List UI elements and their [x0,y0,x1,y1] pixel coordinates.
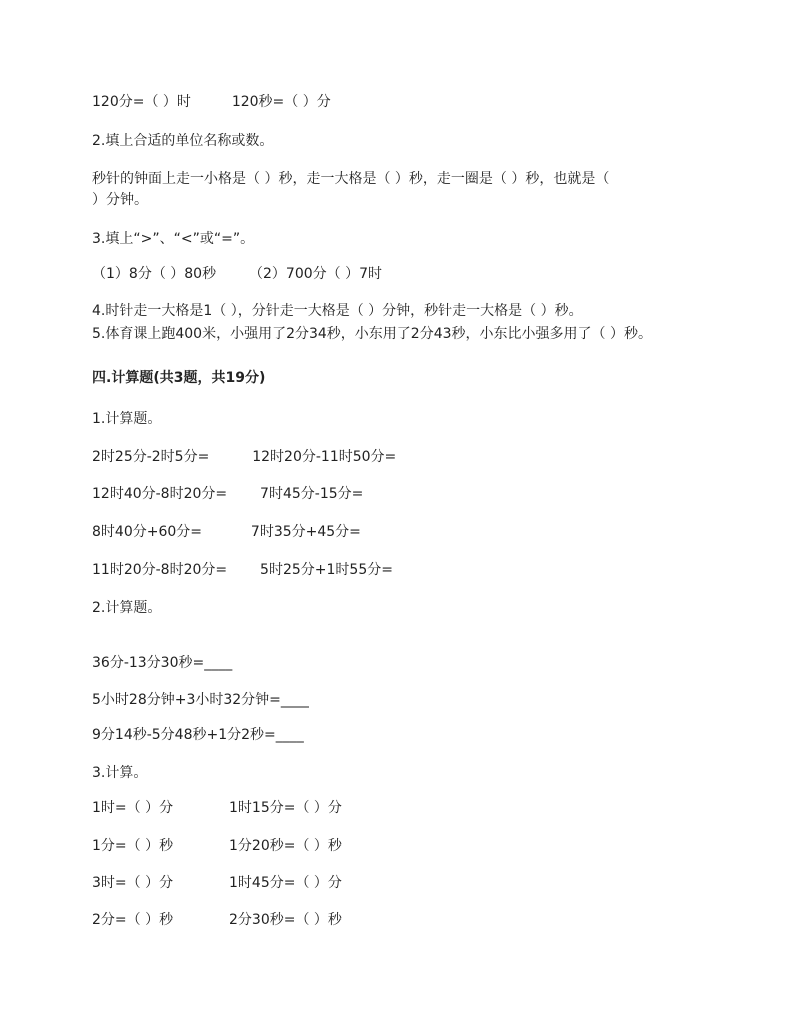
p2-item: 5小时28分钟+3小时32分钟=____ [92,692,309,708]
p1-cell: 7时35分+45分= [250,524,361,540]
q4: 4.时针走一大格是1（ ），分针走一大格是（ ）分钟，秒针走一大格是（ ）秒。 [92,303,583,319]
p3-cell: 1分=（ ）秒 [92,838,174,854]
top-item-a: 120分=（ ）时 [92,94,191,110]
p1-cell: 12时20分-11时50分= [252,449,397,465]
top-item-b: 120秒=（ ）分 [231,94,331,110]
p1-cell: 5时25分+1时55分= [260,562,393,578]
p1-cell: 2时25分-2时5分= [92,449,210,465]
q3-title: 3.填上“>”、“<”或“=”。 [92,231,255,247]
p1-row [92,560,393,580]
q2-line2: ）分钟。 [92,192,148,208]
p2-item: 9分14秒-5分48秒+1分2秒=____ [92,727,304,743]
p3-cell: 2分30秒=（ ）秒 [229,912,342,928]
p1-cell: 11时20分-8时20分= [92,562,228,578]
p2-title: 2.计算题。 [92,600,162,616]
p3-row [92,873,342,893]
p3-row [92,798,342,818]
q2-title: 2.填上合适的单位名称或数。 [92,133,274,149]
p1-row [92,484,363,504]
p3-title: 3.计算。 [92,765,148,781]
p3-cell: 1时45分=（ ）分 [229,875,342,891]
p3-cell: 1时=（ ）分 [92,800,174,816]
section4-heading: 四.计算题(共3题，共19分) [92,370,266,386]
p3-row [92,836,342,856]
p2-item: 36分-13分30秒=____ [92,655,233,671]
p1-cell: 7时45分-15分= [260,486,364,502]
p3-cell: 1时15分=（ ）分 [229,800,342,816]
p1-title: 1.计算题。 [92,411,162,427]
p1-row [92,522,361,542]
p3-cell: 2分=（ ）秒 [92,912,174,928]
p1-row [92,447,396,467]
q5: 5.体育课上跑400米，小强用了2分34秒，小东用了2分43秒，小东比小强多用了（ ）秒。 [92,326,652,342]
p3-cell: 3时=（ ）分 [92,875,174,891]
p1-cell: 12时40分-8时20分= [92,486,228,502]
q2-line1: 秒针的钟面上走一小格是（ ）秒，走一大格是（ ）秒，走一圈是（ ）秒，也就是（ [92,171,610,187]
q3-item-a: （1）8分（ ）80秒 [92,266,217,282]
q3-item-b: （2）700分（ ）7时 [249,266,382,282]
q3-items [92,264,382,284]
p3-row [92,910,342,930]
p3-cell: 1分20秒=（ ）秒 [229,838,342,854]
top-line [92,92,331,112]
p1-cell: 8时40分+60分= [92,524,202,540]
